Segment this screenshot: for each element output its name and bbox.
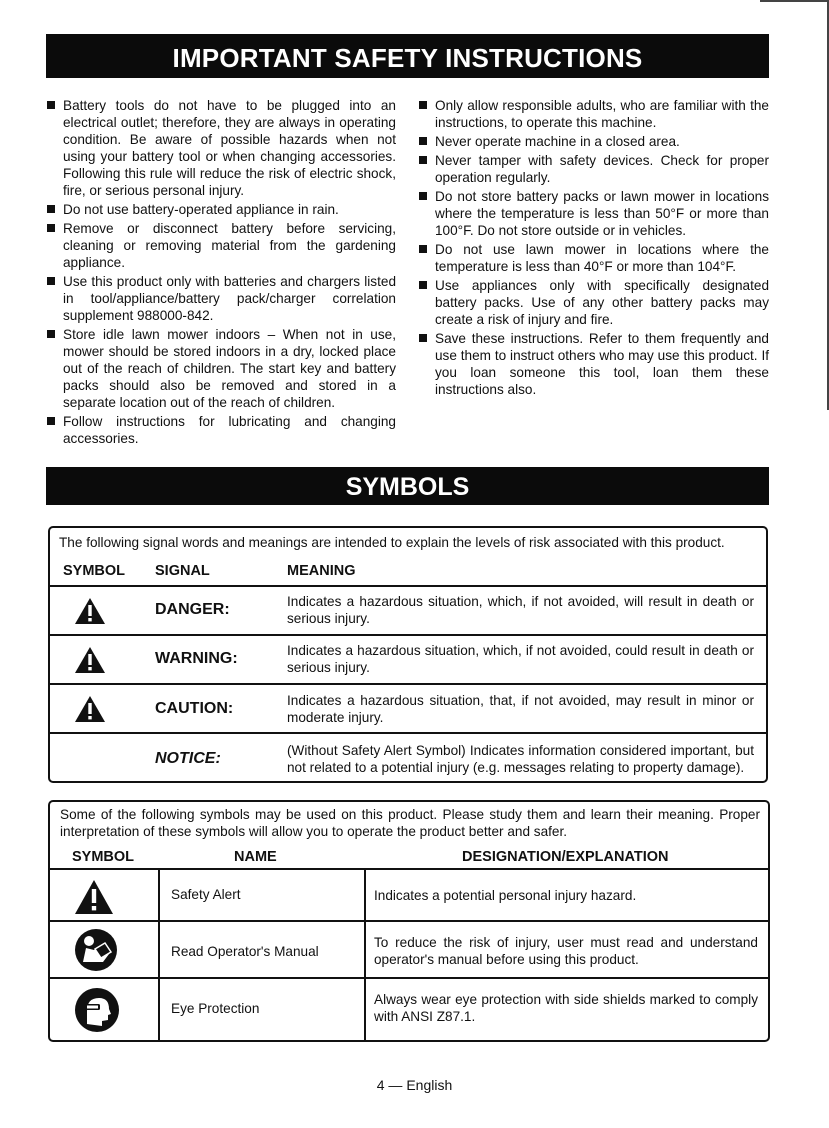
- list-item: Follow instructions for lubricating and changing accessories.: [46, 413, 396, 447]
- signal-table-intro: The following signal words and meanings are intended to explain the levels of risk associated with this product.: [59, 535, 725, 550]
- symbols-banner: SYMBOLS: [46, 467, 769, 505]
- col-header-meaning: MEANING: [287, 563, 356, 579]
- symbols-table: [48, 800, 770, 1042]
- list-item: Use this product only with batteries and chargers listed in tool/appliance/battery pack/charger correlation supplement 988000-842.: [46, 273, 396, 324]
- signal-meaning: Indicates a hazardous situation, which, if not avoided, could result in death or serious injury.: [287, 643, 754, 675]
- symbol-desc: Always wear eye protection with side shields marked to comply with ANSI Z87.1.: [374, 992, 758, 1024]
- symbol-desc: To reduce the risk of injury, user must read and understand operator's manual before using this product.: [374, 935, 758, 967]
- symbols-table-intro: Some of the following symbols may be used on this product. Please study them and learn their meaning. Proper interpretation of these symbols will allow you to operate the product better and safer.: [60, 807, 760, 839]
- scan-edge-top: [760, 0, 829, 2]
- signal-word-notice: NOTICE:: [155, 750, 221, 767]
- signal-row-caution: [50, 683, 766, 733]
- list-item: Remove or disconnect battery before servicing, cleaning or removing material from the gardening appliance.: [46, 220, 396, 271]
- page-footer: 4 — English: [376, 1077, 453, 1093]
- col-header-signal: SIGNAL: [155, 563, 210, 579]
- list-item: Never tamper with safety devices. Check for proper operation regularly.: [418, 152, 769, 186]
- safety-alert-icon: [74, 879, 114, 915]
- symbol-name: Eye Protection: [171, 1001, 260, 1016]
- safety-list-right: [418, 97, 769, 400]
- list-item: Store idle lawn mower indoors – When not in use, mower should be stored indoors in a dry, locked place out of the reach of children. The start key and battery packs should also be removed and stored in a separate location out of the reach of children.: [46, 326, 396, 411]
- signal-meaning: Indicates a hazardous situation, that, if not avoided, may result in minor or moderate injury.: [287, 693, 754, 725]
- safety-alert-icon: [74, 695, 106, 723]
- col-header-designation: DESIGNATION/EXPLANATION: [462, 849, 669, 865]
- symbol-name: Read Operator's Manual: [171, 944, 319, 959]
- list-item: Only allow responsible adults, who are familiar with the instructions, to operate this machine.: [418, 97, 769, 131]
- list-item: Do not use lawn mower in locations where the temperature is less than 40°F or more than 104°F.: [418, 241, 769, 275]
- list-item: Never operate machine in a closed area.: [418, 133, 769, 150]
- safety-alert-icon: [74, 646, 106, 674]
- signal-word-warning: WARNING:: [155, 650, 238, 667]
- safety-list-left: [46, 97, 396, 449]
- signal-meaning: (Without Safety Alert Symbol) Indicates information considered important, but not related to a potential injury (e.g. messages relating to property damage).: [287, 743, 754, 775]
- safety-alert-icon: [74, 597, 106, 625]
- symbol-row-read-manual: [50, 920, 768, 979]
- signal-row-danger: [50, 585, 766, 635]
- eye-protection-icon: [74, 987, 120, 1033]
- list-item: Use appliances only with specifically designated battery packs. Use of any other battery packs may create a risk of injury and fire.: [418, 277, 769, 328]
- list-item: Save these instructions. Refer to them frequently and use them to instruct others who may use this product. If you loan someone this tool, loan them these instructions also.: [418, 330, 769, 398]
- signal-word-danger: DANGER:: [155, 601, 230, 618]
- list-item: Do not use battery-operated appliance in rain.: [46, 201, 396, 218]
- symbol-desc: Indicates a potential personal injury hazard.: [374, 888, 637, 903]
- col-header-name: NAME: [234, 849, 277, 865]
- important-safety-banner: IMPORTANT SAFETY INSTRUCTIONS: [46, 34, 769, 78]
- read-manual-icon: [74, 928, 118, 972]
- col-header-symbol: SYMBOL: [72, 849, 135, 865]
- signal-word-caution: CAUTION:: [155, 700, 234, 717]
- signal-row-warning: [50, 634, 766, 684]
- signal-words-table: [48, 526, 768, 783]
- symbol-row-eye-protection: [50, 977, 768, 1042]
- signal-row-notice: [50, 732, 766, 783]
- list-item: Battery tools do not have to be plugged into an electrical outlet; therefore, they are always in operating condition. Be aware of possible hazards when not using your battery tool or when changing accessories. Following this rule will reduce the risk of electric shock, fire, or serious personal injury.: [46, 97, 396, 199]
- col-header-symbol: SYMBOL: [63, 563, 126, 579]
- symbol-row-safety-alert: [50, 868, 768, 922]
- signal-meaning: Indicates a hazardous situation, which, if not avoided, will result in death or serious injury.: [287, 594, 754, 626]
- symbol-name: Safety Alert: [171, 887, 241, 902]
- list-item: Do not store battery packs or lawn mower in locations where the temperature is less than 50°F or more than 100°F. Do not store outside or in vehicles.: [418, 188, 769, 239]
